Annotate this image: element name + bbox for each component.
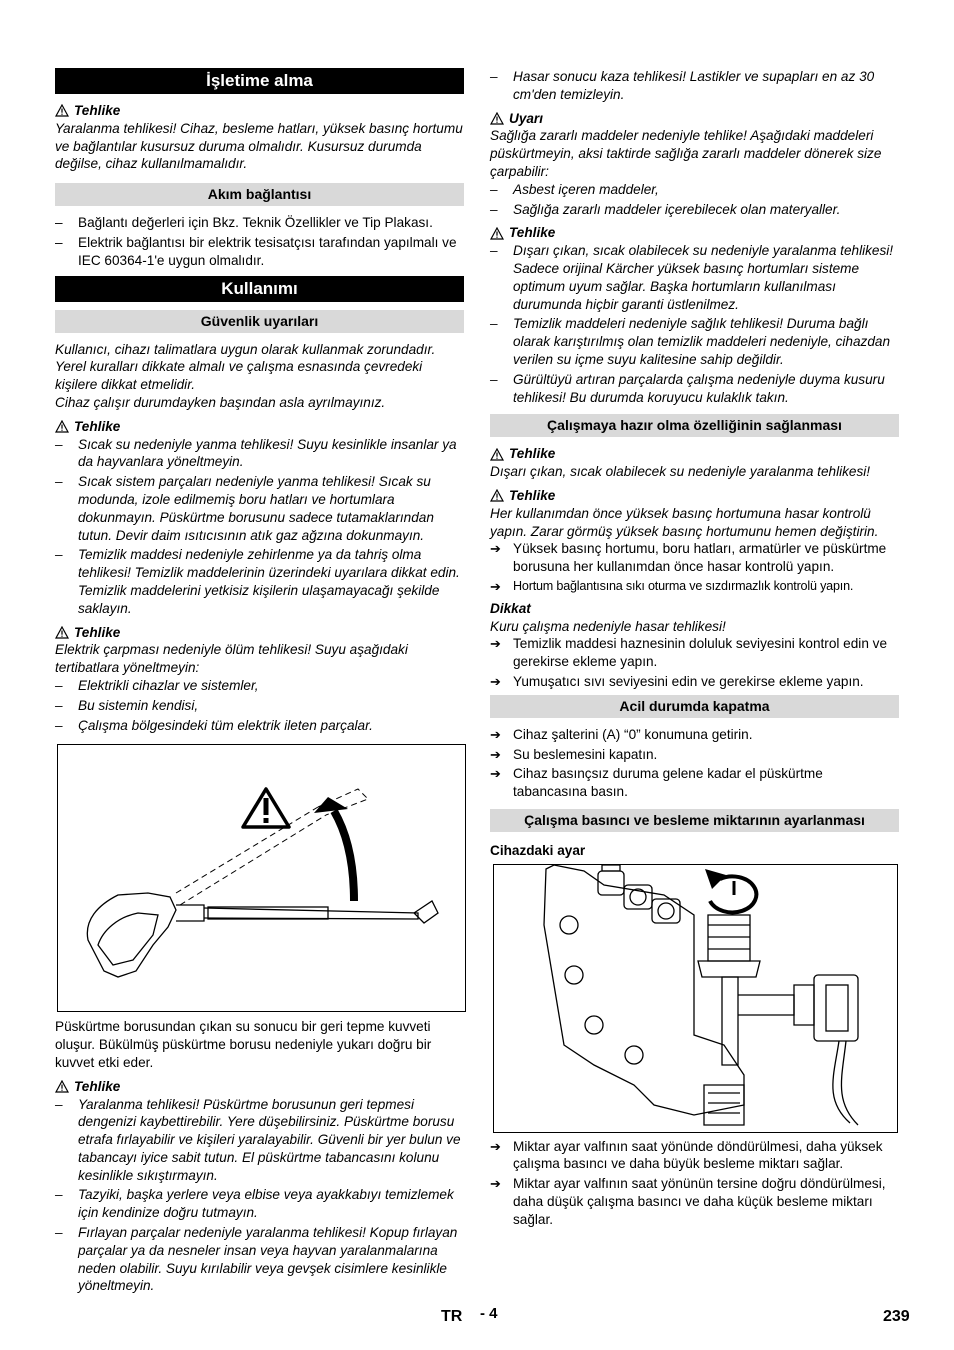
- arrow-right-icon: ➔: [490, 766, 501, 782]
- right-column: [490, 68, 899, 1231]
- warning-label: Tehlike: [509, 225, 556, 241]
- footer-section-number: - 4: [480, 1305, 498, 1322]
- warning-label: Tehlike: [74, 418, 121, 434]
- warning-tehlike-5: [490, 224, 899, 242]
- warning-tehlike-1: [55, 102, 464, 120]
- warning-label: Tehlike: [74, 103, 121, 118]
- upward-arrow-icon: [314, 797, 354, 901]
- warning-label: Uyarı: [509, 110, 544, 126]
- warning-tehlike-7: [490, 487, 899, 505]
- subheading-guvenlik: Güvenlik uyarıları: [55, 310, 464, 333]
- arrow-right-icon: ➔: [490, 673, 501, 689]
- footer-language: TR: [441, 1308, 463, 1325]
- paragraph: Kullanıcı, cihazı talimatlara uygun olarak kullanmak zorundadır. Yerel kuralları dikkate almalı ve çalışma esnasında çevredeki kişilere dikkat etmelidir.: [55, 341, 436, 393]
- list-item: – Asbest içeren maddeler,: [490, 181, 659, 197]
- warning-tehlike-6: [490, 445, 899, 463]
- section-heading-isletime: İşletime alma: [55, 68, 464, 94]
- figure-caption: Püskürtme borusundan çıkan su sonucu bir geri tepme kuvveti oluşur. Bükülmüş püskürtme borusu nedeniyle yukarı doğru bir kuvvet etki eder.: [55, 1019, 432, 1070]
- spray-gun-illustration: [58, 745, 465, 1011]
- warning-text: Her kullanımdan önce yüksek basınç hortumuna hasar kontrolü yapın. Zarar görmüş yüksek basınç hortumunu hemen değiştirin.: [490, 505, 879, 539]
- warning-label: Tehlike: [509, 446, 556, 462]
- warning-triangle-icon: [490, 112, 504, 125]
- list-item: – Çalışma bölgesindeki tüm elektrik ileten parçalar.: [55, 717, 373, 733]
- list-item: – Elektrikli cihazlar ve sistemler,: [55, 677, 259, 693]
- warning-triangle-icon: [490, 489, 504, 502]
- arrow-right-icon: ➔: [490, 636, 501, 652]
- arrow-right-icon: ➔: [490, 746, 501, 762]
- warning-tehlike-3: [55, 624, 464, 642]
- caution-dikkat: [490, 600, 899, 618]
- list-item: – Sıcak sistem parçaları nedeniyle yanma tehlikesi! Sıcak su modunda, izole edilmemiş boru hatları ve hortumlara dokunmayın. Püskürtme borusunu sadece tutamaklarından tutun. Devir daim ısıtıcısının atık gaz ağzına dokunmayın.: [55, 474, 434, 543]
- warning-label: Tehlike: [509, 487, 556, 503]
- list-item: – Bu sistemin kendisi,: [55, 697, 199, 713]
- warning-uyari: [490, 110, 899, 128]
- list-item: – Hasar sonucu kaza tehlikesi! Lastikler ve supapları en az 30 cm'den temizleyin.: [490, 69, 875, 102]
- warning-triangle-icon: [55, 626, 69, 639]
- caution-text: Kuru çalışma nedeniyle hasar tehlikesi!: [490, 618, 726, 634]
- paragraph: Cihaz çalışır durumdayken başından asla ayrılmayınız.: [55, 394, 386, 410]
- step-item: ➔ Hortum bağlantısına sıkı oturma ve sızdırmazlık kontrolü yapın.: [490, 578, 854, 594]
- spray-lance-recoil-figure: [57, 744, 466, 1012]
- list-item: – Fırlayan parçalar nedeniyle yaralanma tehlikesi! Kopup fırlayan parçalar ya da nesneler insan veya hayvan yaralanmalarına neden olabilir. Suyu kırılabilir veya gevşek cisimlere kesinlikle yöneltmeyin.: [55, 1225, 458, 1294]
- subheading-acil: Acil durumda kapatma: [490, 695, 899, 718]
- list-item: – Temizlik maddeleri nedeniyle sağlık tehlikesi! Duruma bağlı olarak karıştırılmış olan temizlik maddeleri nedeniyle, cihazdan verilen su içme suyu kalitesine sahip değildir.: [490, 316, 891, 367]
- warning-tehlike-2: [55, 418, 464, 436]
- pump-valve-illustration: [494, 865, 897, 1132]
- list-item: – Elektrik bağlantısı bir elektrik tesisatçısı tarafından yapılmalı ve IEC 60364-1'e uygun olmalıdır.: [55, 234, 457, 268]
- list-item: – Yaralanma tehlikesi! Püskürtme borusunun geri tepmesi dengenizi kaybettirebilir. Yere düşebilirsiniz. Püskürtme borusu etrafa fırlayabilir ve kişileri yaralayabilir. Güvenli bir yer bulun ve tabancayı iyice sabit tutun. El püskürtme tabancasını kolunu kesinlikle sıkıştırmayın.: [55, 1096, 461, 1183]
- list-item: – Gürültüyü artıran parçalarda çalışma nedeniyle duyma kusuru tehlikesi! Bu durumda koruyucu kulaklık takın.: [490, 371, 885, 405]
- subheading-akim: Akım bağlantısı: [55, 183, 464, 206]
- step-item: ➔ Miktar ayar valfının saat yönünde döndürülmesi, daha yüksek çalışma basıncı ve daha büyük besleme miktarı sağlar.: [490, 1138, 883, 1172]
- list-item: – Dışarı çıkan, sıcak olabilecek su nedeniyle yaralanma tehlikesi! Sadece orijinal Kärcher yüksek basınç hortumları sisteme optimum uyum sağlar. Başka hortumların kullanılması durumunda hiçbir garanti üstlenilmez.: [490, 243, 894, 312]
- pressure-valve-figure: [493, 864, 898, 1133]
- arrow-right-icon: ➔: [490, 541, 501, 557]
- arrow-right-icon: ➔: [490, 1138, 501, 1154]
- warning-text: Elektrik çarpması nedeniyle ölüm tehlikesi! Suyu aşağıdaki tertibatlara yöneltmeyin:: [55, 642, 408, 676]
- warning-label: Tehlike: [74, 624, 121, 640]
- step-item: ➔ Cihaz şalterini (A) “0” konumuna getirin.: [490, 726, 753, 742]
- step-item: ➔ Temizlik maddesi haznesinin doluluk seviyesini kontrol edin ve gerekirse ekleme yapın.: [490, 636, 888, 670]
- warning-text: Sağlığa zararlı maddeler nedeniyle tehlike! Aşağıdaki maddeleri püskürtmeyin, aksi taktirde sağlığa zararlı maddeler dönerek size çarpabilir:: [490, 128, 882, 179]
- left-column: [55, 68, 464, 1297]
- step-item: ➔ Yumuşatıcı sıvı seviyesini edin ve gerekirse ekleme yapın.: [490, 673, 864, 689]
- arrow-right-icon: ➔: [490, 1176, 501, 1192]
- subheading-calisma: Çalışmaya hazır olma özelliğinin sağlanması: [490, 414, 899, 437]
- warning-triangle-icon: [490, 448, 504, 461]
- warning-triangle-icon: [490, 227, 504, 240]
- list-item: – Temizlik maddesi nedeniyle zehirlenme ya da tahriş olma tehlikesi! Temizlik maddelerinin üzerindeki uyarılara dikkat edin. Temizlik maddelerini yetkisiz kişilerin ulaşamayacağı şekilde saklayın.: [55, 547, 460, 616]
- step-item: ➔ Miktar ayar valfının saat yönünün tersine doğru döndürülmesi, daha düşük çalışma basıncı ve daha küçük besleme miktarı sağlar.: [490, 1176, 886, 1227]
- warning-triangle-icon: [55, 420, 69, 433]
- warning-triangle-icon: [243, 789, 289, 827]
- warning-tehlike-4: [55, 1078, 464, 1096]
- step-item: ➔ Su beslemesini kapatın.: [490, 746, 658, 762]
- warning-triangle-icon: [55, 104, 69, 117]
- list-item: – Bağlantı değerleri için Bkz. Teknik Özellikler ve Tip Plakası.: [55, 215, 433, 231]
- subsection-label: Cihazdaki ayar: [490, 842, 586, 858]
- list-item: – Sağlığa zararlı maddeler içerebilecek olan materyaller.: [490, 201, 841, 217]
- footer-page-number: 239: [883, 1308, 910, 1325]
- caution-label: Dikkat: [490, 600, 531, 616]
- warning-text: Dışarı çıkan, sıcak olabilecek su nedeniyle yaralanma tehlikesi!: [490, 464, 871, 480]
- arrow-right-icon: ➔: [490, 578, 501, 594]
- list-item: – Sıcak su nedeniyle yanma tehlikesi! Suyu kesinlikle insanlar ya da hayvanlara yöneltmeyin.: [55, 436, 457, 470]
- warning-triangle-icon: [55, 1080, 69, 1093]
- rotate-clockwise-icon: [705, 869, 756, 912]
- arrow-right-icon: ➔: [490, 726, 501, 742]
- warning-label: Tehlike: [74, 1078, 121, 1094]
- subheading-basinc: Çalışma basıncı ve besleme miktarının ayarlanması: [490, 809, 899, 832]
- list-item: – Tazyiki, başka yerlere veya elbise veya ayakkabıyı temizlemek için kendinize doğru tutmayın.: [55, 1187, 454, 1221]
- section-heading-kullanim: Kullanımı: [55, 276, 464, 302]
- step-item: ➔ Cihaz basınçsız duruma gelene kadar el püskürtme tabancasına basın.: [490, 766, 823, 800]
- step-item: ➔ Yüksek basınç hortumu, boru hatları, armatürler ve püskürtme borusuna her kullanımdan önce hasar kontrolü yapın.: [490, 541, 887, 575]
- warning-text: Yaralanma tehlikesi! Cihaz, besleme hatları, yüksek basınç hortumu ve bağlantılar kusursuz duruma olmalıdır. Kusursuz durumda değilse, cihaz kullanılmamalıdır.: [55, 120, 463, 172]
